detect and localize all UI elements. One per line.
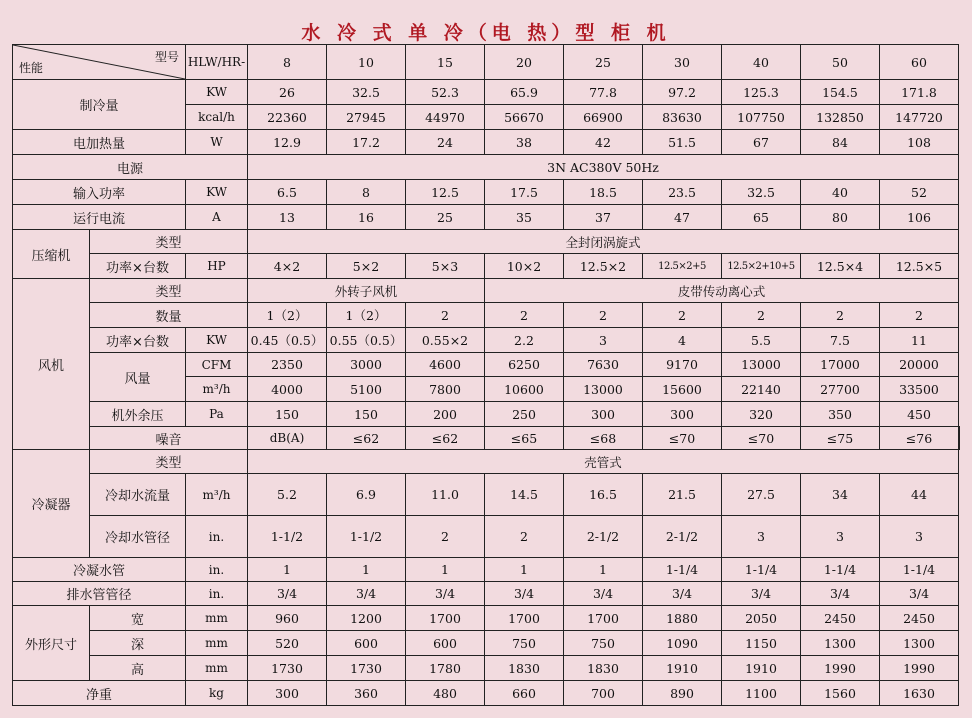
condenser-type-value: 壳管式 [248,450,959,474]
value-cell: 10600 [485,377,564,402]
fan-airflow-label: 风量 [90,353,186,402]
value-cell: 32.5 [327,80,406,105]
value-cell: 1300 [880,631,959,656]
value-cell: 107750 [722,105,801,130]
value-cell: 3 [801,516,880,558]
unit-cell: W [186,130,248,155]
unit-cell: in. [186,516,248,558]
weight-label: 净重 [13,681,186,706]
fan-type-b: 皮带传动离心式 [485,279,959,303]
value-cell: 1 [485,558,564,582]
model-prefix: HLW/HR- [186,45,248,80]
unit-cell: KW [186,180,248,205]
value-cell: 2050 [722,606,801,631]
value-cell: 4 [643,328,722,353]
value-cell: 12.5×2+5 [643,254,722,279]
value-cell: 1730 [327,656,406,681]
value-cell: 56670 [485,105,564,130]
value-cell: 0.55×2 [406,328,485,353]
value-cell: 1-1/4 [801,558,880,582]
unit-cell: KW [186,80,248,105]
value-cell: 3/4 [801,582,880,606]
unit-cell: mm [186,606,248,631]
value-cell: ≤75 [801,427,880,450]
value-cell: 47 [643,205,722,230]
value-cell: 7.5 [801,328,880,353]
value-cell: 23.5 [643,180,722,205]
value-cell: 1630 [880,681,959,706]
performance-label: 性能 [19,61,44,75]
value-cell: 150 [248,402,327,427]
value-cell: 3/4 [327,582,406,606]
value-cell: 2 [643,303,722,328]
dimension-depth-label: 深 [90,631,186,656]
value-cell: 0.55（0.5） [327,328,406,353]
value-cell: 147720 [880,105,959,130]
value-cell: 125.3 [722,80,801,105]
value-cell: 9170 [643,353,722,377]
value-cell: 27945 [327,105,406,130]
value-cell: 700 [564,681,643,706]
value-cell: 11.0 [406,474,485,516]
value-cell: 5.5 [722,328,801,353]
value-cell: 4×2 [248,254,327,279]
fan-qty-label: 数量 [90,303,248,328]
value-cell: 1730 [248,656,327,681]
value-cell: 65 [722,205,801,230]
value-cell: 1910 [643,656,722,681]
value-cell [959,427,960,450]
value-cell: 2 [564,303,643,328]
value-cell: 1-1/4 [722,558,801,582]
value-cell: 300 [248,681,327,706]
value-cell: 17.2 [327,130,406,155]
condensate-label: 冷凝水管 [13,558,186,582]
value-cell: 37 [564,205,643,230]
value-cell: 2-1/2 [643,516,722,558]
unit-cell: in. [186,582,248,606]
unit-cell: kg [186,681,248,706]
value-cell: 44970 [406,105,485,130]
value-cell: 16.5 [564,474,643,516]
value-cell: ≤62 [327,427,406,450]
value-cell: 27700 [801,377,880,402]
value-cell: 1（2） [248,303,327,328]
value-cell: 1-1/4 [880,558,959,582]
value-cell: 2 [880,303,959,328]
value-cell: 27.5 [722,474,801,516]
unit-cell: A [186,205,248,230]
heating-label: 电加热量 [13,130,186,155]
fan-label: 风机 [13,279,90,450]
value-cell: 1 [327,558,406,582]
power-source-label: 电源 [13,155,248,180]
value-cell: 1910 [722,656,801,681]
value-cell: 1830 [564,656,643,681]
value-cell: 4600 [406,353,485,377]
value-cell: 3000 [327,353,406,377]
value-cell: 5.2 [248,474,327,516]
page-title: 水 冷 式 单 冷（电 热）型 柜 机 [301,22,671,44]
value-cell: 300 [564,402,643,427]
value-cell: 1-1/2 [327,516,406,558]
fan-esp-label: 机外余压 [90,402,186,427]
value-cell: 2 [485,516,564,558]
value-cell: 4000 [248,377,327,402]
header-corner [13,45,186,80]
model-cell: 40 [722,45,801,80]
value-cell: 16 [327,205,406,230]
condenser-type-label: 类型 [90,450,248,474]
value-cell: ≤70 [643,427,722,450]
value-cell: 890 [643,681,722,706]
value-cell: 12.9 [248,130,327,155]
compressor-type-label: 类型 [90,230,248,254]
unit-cell: m³/h [186,377,248,402]
unit-cell: mm [186,656,248,681]
value-cell: 1990 [801,656,880,681]
current-label: 运行电流 [13,205,186,230]
value-cell: 171.8 [880,80,959,105]
value-cell: 1990 [880,656,959,681]
model-cell: 10 [327,45,406,80]
value-cell: 40 [801,180,880,205]
value-cell: 5100 [327,377,406,402]
value-cell: 520 [248,631,327,656]
value-cell: ≤62 [406,427,485,450]
value-cell: 5×3 [406,254,485,279]
value-cell: 97.2 [643,80,722,105]
value-cell: ≤65 [485,427,564,450]
value-cell: 3/4 [643,582,722,606]
input-power-label: 输入功率 [13,180,186,205]
unit-cell: KW [186,328,248,353]
value-cell: 80 [801,205,880,230]
unit-cell: Pa [186,402,248,427]
value-cell: 13 [248,205,327,230]
value-cell: 6.5 [248,180,327,205]
value-cell: 8 [327,180,406,205]
value-cell: 154.5 [801,80,880,105]
value-cell: 1 [564,558,643,582]
value-cell: 14.5 [485,474,564,516]
value-cell: 2 [801,303,880,328]
unit-cell: kcal/h [186,105,248,130]
dimensions-label: 外形尺寸 [13,606,90,681]
value-cell: 300 [643,402,722,427]
value-cell: 750 [564,631,643,656]
value-cell: 2.2 [485,328,564,353]
value-cell: 34 [801,474,880,516]
unit-cell: CFM [186,353,248,377]
compressor-type-value: 全封闭涡旋式 [248,230,959,254]
value-cell: 13000 [722,353,801,377]
value-cell: 7800 [406,377,485,402]
value-cell: 1100 [722,681,801,706]
value-cell: 66900 [564,105,643,130]
value-cell: 22140 [722,377,801,402]
value-cell: 3/4 [880,582,959,606]
value-cell: 83630 [643,105,722,130]
value-cell: 750 [485,631,564,656]
value-cell: 12.5×2+10+5 [722,254,801,279]
value-cell: 1560 [801,681,880,706]
value-cell: 67 [722,130,801,155]
value-cell: 1830 [485,656,564,681]
compressor-label: 压缩机 [13,230,90,279]
value-cell: 7630 [564,353,643,377]
power-source-value: 3N AC380V 50Hz [248,155,959,180]
dimension-width-label: 宽 [90,606,186,631]
value-cell: 132850 [801,105,880,130]
value-cell: 1200 [327,606,406,631]
value-cell: 320 [722,402,801,427]
value-cell: 12.5×2 [564,254,643,279]
value-cell: 77.8 [564,80,643,105]
value-cell: 3/4 [722,582,801,606]
value-cell: 1780 [406,656,485,681]
model-cell: 50 [801,45,880,80]
value-cell: 1（2） [327,303,406,328]
value-cell: 12.5×5 [880,254,959,279]
unit-cell: dB(A) [248,427,327,450]
value-cell: 17.5 [485,180,564,205]
value-cell: 1 [406,558,485,582]
model-cell: 25 [564,45,643,80]
value-cell: 2 [406,516,485,558]
value-cell: 1090 [643,631,722,656]
value-cell: 6250 [485,353,564,377]
value-cell: 84 [801,130,880,155]
value-cell: 6.9 [327,474,406,516]
value-cell: 5×2 [327,254,406,279]
noise-label: 噪音 [90,427,248,450]
value-cell: 2450 [801,606,880,631]
value-cell: 17000 [801,353,880,377]
value-cell: 13000 [564,377,643,402]
unit-cell: HP [186,254,248,279]
value-cell: 200 [406,402,485,427]
value-cell: 3/4 [406,582,485,606]
value-cell: 1 [248,558,327,582]
compressor-power-label: 功率×台数 [90,254,186,279]
value-cell: 20000 [880,353,959,377]
model-cell: 30 [643,45,722,80]
fan-type-a: 外转子风机 [248,279,485,303]
value-cell: 24 [406,130,485,155]
value-cell: 1-1/2 [248,516,327,558]
condenser-label: 冷凝器 [13,450,90,558]
value-cell: 2350 [248,353,327,377]
value-cell: 18.5 [564,180,643,205]
value-cell: 3/4 [248,582,327,606]
value-cell: 106 [880,205,959,230]
value-cell: 1300 [801,631,880,656]
value-cell: 3/4 [485,582,564,606]
value-cell: 2 [485,303,564,328]
value-cell: 42 [564,130,643,155]
value-cell: 1880 [643,606,722,631]
value-cell: 65.9 [485,80,564,105]
value-cell: 3 [722,516,801,558]
drain-label: 排水管管径 [13,582,186,606]
value-cell: 25 [406,205,485,230]
value-cell: 350 [801,402,880,427]
value-cell: 21.5 [643,474,722,516]
value-cell: 32.5 [722,180,801,205]
value-cell: 600 [327,631,406,656]
value-cell: 3 [880,516,959,558]
value-cell: ≤68 [564,427,643,450]
unit-cell: m³/h [186,474,248,516]
model-label: 型号 [154,50,179,64]
value-cell: 660 [485,681,564,706]
value-cell: 2 [722,303,801,328]
value-cell: 44 [880,474,959,516]
value-cell: 2450 [880,606,959,631]
value-cell: 1700 [564,606,643,631]
value-cell: 33500 [880,377,959,402]
value-cell: 22360 [248,105,327,130]
value-cell: 2 [406,303,485,328]
fan-power-label: 功率×台数 [90,328,186,353]
value-cell: 1150 [722,631,801,656]
value-cell: 15600 [643,377,722,402]
value-cell: 35 [485,205,564,230]
model-cell: 8 [248,45,327,80]
spec-table [12,44,960,706]
value-cell: ≤70 [722,427,801,450]
condenser-flow-label: 冷却水流量 [90,474,186,516]
value-cell: 150 [327,402,406,427]
value-cell: 1700 [406,606,485,631]
value-cell: 360 [327,681,406,706]
value-cell: 52.3 [406,80,485,105]
value-cell: 600 [406,631,485,656]
value-cell: 12.5 [406,180,485,205]
value-cell: 0.45（0.5） [248,328,327,353]
value-cell: 3 [564,328,643,353]
unit-cell: in. [186,558,248,582]
value-cell: 1700 [485,606,564,631]
value-cell: 51.5 [643,130,722,155]
value-cell: 52 [880,180,959,205]
value-cell: 250 [485,402,564,427]
model-cell: 20 [485,45,564,80]
value-cell: 26 [248,80,327,105]
value-cell: 108 [880,130,959,155]
value-cell: 2-1/2 [564,516,643,558]
unit-cell: mm [186,631,248,656]
value-cell: 38 [485,130,564,155]
value-cell: 480 [406,681,485,706]
model-cell: 60 [880,45,959,80]
value-cell: 1-1/4 [643,558,722,582]
value-cell: 450 [880,402,959,427]
value-cell: 3/4 [564,582,643,606]
model-cell: 15 [406,45,485,80]
condenser-pipe-label: 冷却水管径 [90,516,186,558]
value-cell: 11 [880,328,959,353]
value-cell: 960 [248,606,327,631]
value-cell: ≤76 [880,427,959,450]
dimension-height-label: 高 [90,656,186,681]
value-cell: 12.5×4 [801,254,880,279]
value-cell: 10×2 [485,254,564,279]
cooling-label: 制冷量 [13,80,186,130]
fan-type-label: 类型 [90,279,248,303]
